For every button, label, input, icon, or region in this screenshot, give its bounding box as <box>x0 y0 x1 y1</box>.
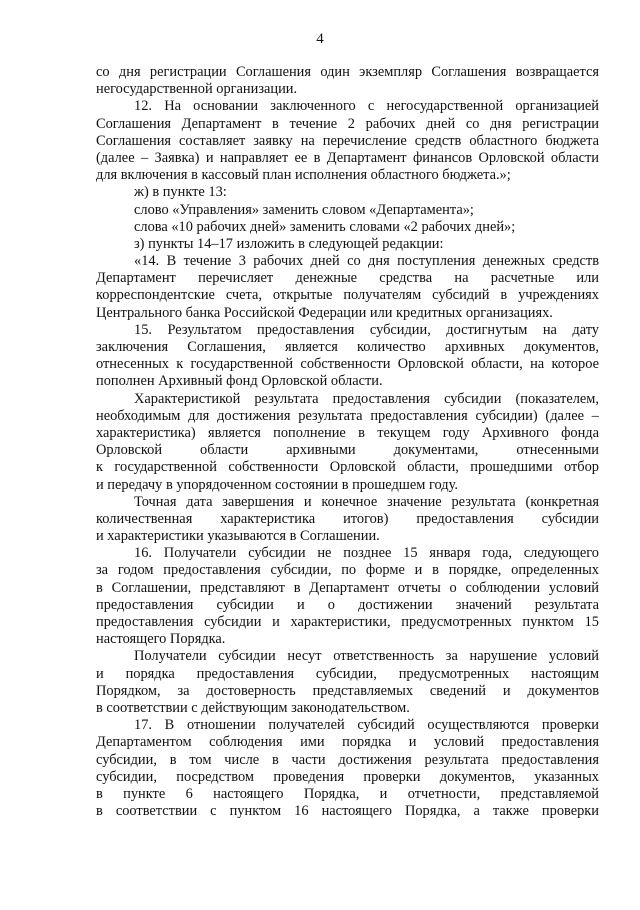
text-line: слово «Управления» заменить словом «Департамента»; <box>134 201 474 218</box>
text-line: Характеристикой результата предоставления субсидии (показателем, <box>134 390 599 407</box>
text-line: (далее – Заявка) и направляет ее в Департамент финансов Орловской области <box>96 149 599 166</box>
text-line: Соглашения составляет заявку на перечисление средств областного бюджета <box>96 132 599 149</box>
text-line: в соответствии с действующим законодательством. <box>96 699 410 716</box>
text-line: в соответствии с пунктом 16 настоящего Порядка, а также проверки <box>96 803 599 820</box>
text-line: количественная характеристика итогов) предоставления субсидии <box>96 510 599 527</box>
text-line: в Соглашении, представляют в Департамент отчеты о соблюдении условий <box>96 579 599 596</box>
text-line: характеристика) является пополнение в текущем году Архивного фонда <box>96 424 599 441</box>
text-line: предоставления субсидии и о достижении значений результата <box>96 596 599 613</box>
text-line: «14. В течение 3 рабочих дней со дня поступления денежных средств <box>134 253 599 270</box>
text-line: Департамент перечисляет денежные средства на расчетные или <box>96 270 599 287</box>
text-line: со дня регистрации Соглашения один экземпляр Соглашения возвращается <box>96 64 599 80</box>
text-line: Орловской области архивными документами, отнесенными <box>96 442 599 459</box>
text-line: Соглашения Департамент в течение 2 рабочих дней со дня регистрации <box>96 115 599 132</box>
text-line: заключения Соглашения, является количество архивных документов, <box>96 339 599 355</box>
text-line: ж) в пункте 13: <box>134 184 227 201</box>
text-line: в пункте 6 настоящего Порядка, и отчетности, представляемой <box>96 785 599 802</box>
text-line: предоставления субсидии и характеристики, предусмотренных пунктом 15 <box>96 614 599 630</box>
text-line: негосударственной организации. <box>96 81 298 98</box>
text-line: и характеристики указываются в Соглашении. <box>96 528 380 545</box>
text-line: настоящего Порядка. <box>96 631 226 648</box>
text-line: з) пункты 14–17 изложить в следующей редакции: <box>134 235 444 252</box>
text-line: отнесенных к государственной собственности Орловской области, на которое <box>96 356 599 373</box>
text-line: за годом предоставления субсидии, по форме и в порядке, определенных <box>96 562 599 579</box>
text-line: 12. На основании заключенного с негосударственной организацией <box>134 98 599 115</box>
text-line: субсидии, в том числе в части достижения результата предоставления <box>96 751 599 768</box>
document-body <box>96 64 599 820</box>
text-line: Получатели субсидии несут ответственность за нарушение условий <box>134 648 599 665</box>
text-line: Точная дата завершения и конечное значение результата (конкретная <box>134 493 599 510</box>
text-line: субсидии, посредством проведения проверки документов, указанных <box>96 768 599 785</box>
text-line: Департаментом соблюдения ими порядка и условий предоставления <box>96 734 599 751</box>
text-line: для включения в кассовый план исполнения областного бюджета.»; <box>96 167 511 184</box>
text-line: 17. В отношении получателей субсидий осуществляются проверки <box>134 717 599 734</box>
text-line: Центрального банка Российской Федерации или кредитных организациях. <box>96 304 553 321</box>
text-line: корреспондентские счета, открытые получателям субсидий в учреждениях <box>96 287 599 304</box>
text-line: и передачу в упорядоченном состоянии в прошедшем году. <box>96 476 458 493</box>
text-line: к государственной собственности Орловской области, прошедшими отбор <box>96 459 599 476</box>
text-line: 16. Получатели субсидии не позднее 15 января года, следующего <box>134 545 599 562</box>
text-line: необходимым для достижения результата предоставления субсидии) (далее – <box>96 407 599 424</box>
text-line: и порядка предоставления субсидии, предусмотренных настоящим <box>96 665 599 682</box>
text-line: слова «10 рабочих дней» заменить словами «2 рабочих дней»; <box>134 218 516 235</box>
text-line: Порядком, за достоверность представляемых сведений и документов <box>96 682 599 699</box>
text-line: 15. Результатом предоставления субсидии, достигнутым на дату <box>134 321 599 338</box>
page-number: 4 <box>316 31 324 47</box>
text-line: пополнен Архивный фонд Орловской области. <box>96 373 383 390</box>
